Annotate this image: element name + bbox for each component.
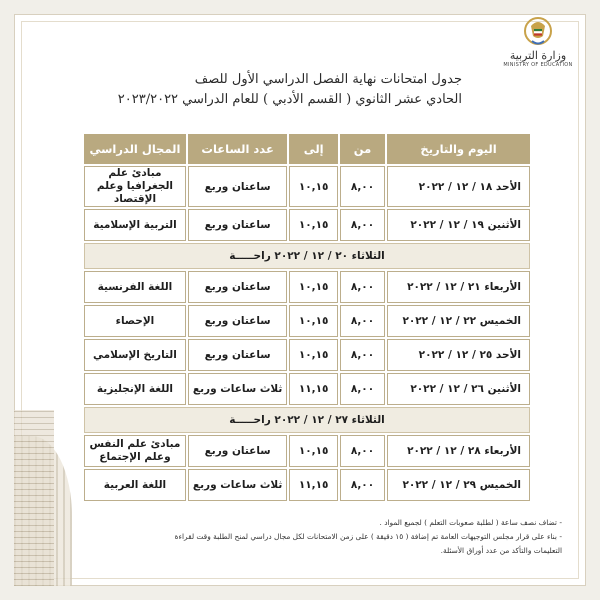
row-hours: ساعتان وربع	[188, 271, 287, 303]
table-row	[84, 339, 530, 371]
row-from: ٨,٠٠	[340, 339, 385, 371]
row-day: الخميس ٢٩ / ١٢ / ٢٠٢٢	[387, 469, 530, 501]
row-hours: ساعتان وربع	[188, 305, 287, 337]
header-to: إلى	[289, 134, 338, 164]
row-to: ١٠,١٥	[289, 271, 338, 303]
note-line: - تضاف نصف ساعة ( لطلبة صعوبات التعلم ) لجميع المواد .	[379, 518, 562, 527]
ministry-name-english: MINISTRY OF EDUCATION	[503, 62, 573, 68]
row-subject: الإحصاء	[84, 305, 186, 337]
row-subject: اللغة العربية	[84, 469, 186, 501]
row-day: الأحد ٢٥ / ١٢ / ٢٠٢٢	[387, 339, 530, 371]
page-title	[90, 70, 462, 110]
row-day: الأربعاء ٢١ / ١٢ / ٢٠٢٢	[387, 271, 530, 303]
row-from: ٨,٠٠	[340, 469, 385, 501]
ministry-name-arabic: وزارة التربية	[509, 49, 567, 62]
header-subject: المجال الدراسي	[84, 134, 186, 164]
header-hours: عدد الساعات	[188, 134, 287, 164]
row-hours: ساعتان وربع	[188, 435, 287, 467]
table-row	[84, 469, 530, 501]
row-to: ١٠,١٥	[289, 305, 338, 337]
header-from: من	[340, 134, 385, 164]
row-from: ٨,٠٠	[340, 373, 385, 405]
row-from: ٨,٠٠	[340, 166, 385, 207]
rest-day-label: الثلاثاء ٢٠ / ١٢ / ٢٠٢٢ راحـــــة	[84, 243, 530, 269]
table-row	[84, 209, 530, 241]
table-row	[84, 305, 530, 337]
rest-day-row	[84, 243, 530, 269]
row-subject: التربية الإسلامية	[84, 209, 186, 241]
row-day: الأحد ١٨ / ١٢ / ٢٠٢٢	[387, 166, 530, 207]
row-hours: ساعتان وربع	[188, 166, 287, 207]
row-from: ٨,٠٠	[340, 271, 385, 303]
row-hours: ثلاث ساعات وربع	[188, 469, 287, 501]
table-row	[84, 166, 530, 207]
rest-day-row	[84, 407, 530, 433]
row-to: ١٠,١٥	[289, 166, 338, 207]
row-to: ١٠,١٥	[289, 435, 338, 467]
building-graphic	[14, 410, 84, 586]
note-line: التعليمات والتأكد من عدد أوراق الأسئلة.	[440, 546, 562, 555]
row-day: الأثنين ١٩ / ١٢ / ٢٠٢٢	[387, 209, 530, 241]
row-day: الأربعاء ٢٨ / ١٢ / ٢٠٢٢	[387, 435, 530, 467]
ministry-logo	[494, 16, 582, 80]
row-hours: ثلاث ساعات وربع	[188, 373, 287, 405]
header-day: اليوم والتاريخ	[387, 134, 530, 164]
row-hours: ساعتان وربع	[188, 209, 287, 241]
row-subject: التاريخ الإسلامي	[84, 339, 186, 371]
row-to: ١١,١٥	[289, 469, 338, 501]
row-subject: اللغة الفرنسية	[84, 271, 186, 303]
title-line-1: جدول امتحانات نهاية الفصل الدراسي الأول للصف	[194, 72, 462, 87]
row-to: ١٠,١٥	[289, 339, 338, 371]
rest-day-label: الثلاثاء ٢٧ / ١٢ / ٢٠٢٢ راحـــــة	[84, 407, 530, 433]
row-subject: مبادئ علم النفس وعلم الإجتماع	[84, 435, 186, 467]
title-line-2: الحادي عشر الثانوي ( القسم الأدبي ) للعام الدراسي ٢٠٢٣/٢٠٢٢	[117, 92, 462, 107]
exam-schedule-table	[82, 132, 532, 503]
row-from: ٨,٠٠	[340, 435, 385, 467]
row-day: الخميس ٢٢ / ١٢ / ٢٠٢٢	[387, 305, 530, 337]
row-subject: مبادئ علم الجغرافيا وعلم الإقتصاد	[84, 166, 186, 207]
row-from: ٨,٠٠	[340, 305, 385, 337]
table-row	[84, 373, 530, 405]
row-to: ١٠,١٥	[289, 209, 338, 241]
kuwait-emblem-icon	[523, 16, 553, 48]
row-from: ٨,٠٠	[340, 209, 385, 241]
table-row	[84, 271, 530, 303]
row-subject: اللغة الإنجليزية	[84, 373, 186, 405]
table-row	[84, 435, 530, 467]
row-day: الأثنين ٢٦ / ١٢ / ٢٠٢٢	[387, 373, 530, 405]
table-header-row	[84, 134, 530, 164]
row-to: ١١,١٥	[289, 373, 338, 405]
note-line: - بناء على قرار مجلس التوجيهات العامة تم إضافة ( ١٥ دقيقة ) على زمن الامتحانات لكل مجال دراسي لمنح الطلبة وقت لقراءة	[174, 532, 562, 541]
row-hours: ساعتان وربع	[188, 339, 287, 371]
notes-section	[40, 516, 562, 558]
